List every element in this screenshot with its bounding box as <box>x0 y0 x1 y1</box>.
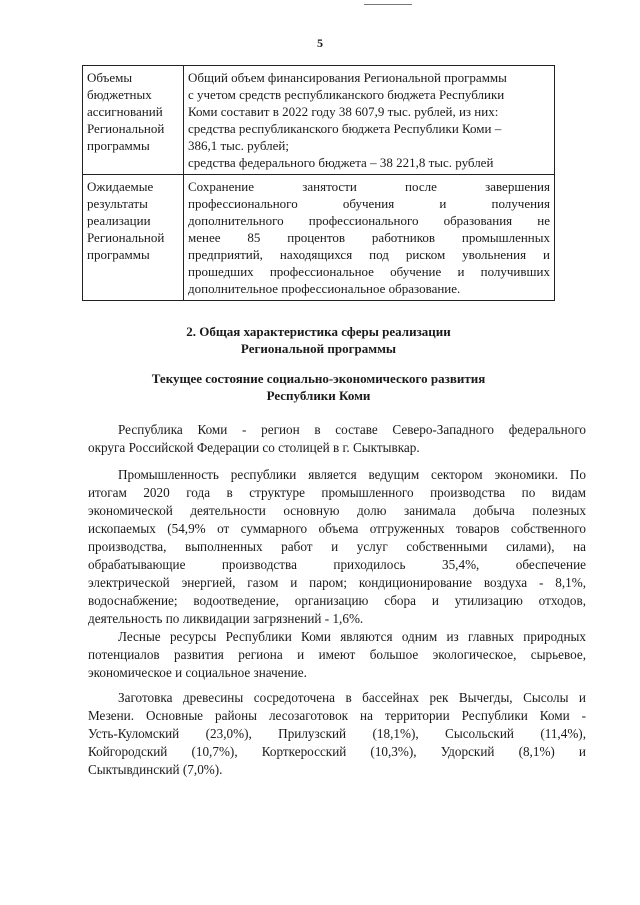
paragraph-line: округа Российской Федерации со столицей в г. Сыктывкар. <box>88 440 420 455</box>
paragraph-line: Койгородский (10,7%), Корткеросский (10,3%), Удорский (8,1%) и <box>88 744 586 759</box>
table-cell-label <box>83 66 184 175</box>
value-line: профессионального обучения и получения <box>188 196 550 211</box>
paragraph-forest <box>88 628 586 682</box>
paragraph-line: Республика Коми - регион в составе Северо-Западного федерального <box>118 422 586 437</box>
section-title-line: 2. Общая характеристика сферы реализации <box>186 324 451 339</box>
value-line: Общий объем финансирования Региональной программы <box>188 70 507 85</box>
value-line: менее 85 процентов работников промышленных <box>188 230 550 245</box>
paragraph-line: деятельность по ликвидации загрязнений - 1,6%. <box>88 611 364 626</box>
paragraph-line: Сыктывдинский (7,0%). <box>88 762 223 777</box>
paragraph-industry <box>88 466 586 628</box>
table-row-results <box>83 175 555 301</box>
value-line: дополнительного профессионального образования не <box>188 213 550 228</box>
label-line: бюджетных <box>87 87 152 102</box>
paragraph-line: ископаемых (54,9% от суммарного объема отгруженных товаров собственного <box>88 521 586 536</box>
label-line: Ожидаемые <box>87 179 154 194</box>
value-line: Коми составит в 2022 году 38 607,9 тыс. рублей, из них: <box>188 104 499 119</box>
paragraph-line: Усть-Куломский (23,0%), Прилузский (18,1%), Сысольский (11,4%), <box>88 726 586 741</box>
page-number: 5 <box>317 36 323 50</box>
table-cell-label <box>83 175 184 301</box>
value-line: дополнительное профессиональное образование. <box>188 281 461 296</box>
passport-table <box>82 65 555 301</box>
value-line: средства федерального бюджета – 38 221,8 тыс. рублей <box>188 155 494 170</box>
paragraph-line: экономической деятельности основную долю занимала добыча полезных <box>88 503 586 518</box>
paragraph-region <box>88 421 586 457</box>
paragraph-line: Заготовка древесины сосредоточена в бассейнах рек Вычегды, Сысолы и <box>118 690 586 705</box>
label-line: реализации <box>87 213 151 228</box>
label-line: ассигнований <box>87 104 163 119</box>
subsection-title-line: Республики Коми <box>266 388 371 403</box>
paragraph-line: обрабатывающие производства приходилось 35,4%, обеспечение <box>88 557 586 572</box>
section-title <box>82 323 555 357</box>
value-line: средства республиканского бюджета Республики Коми – <box>188 121 502 136</box>
paragraph-line: итогам 2020 года в структуре промышленного производства по видам <box>88 485 586 500</box>
paragraph-line: Промышленность республики является ведущим сектором экономики. По <box>118 467 586 482</box>
value-line: с учетом средств республиканского бюджета Республики <box>188 87 505 102</box>
paragraph-line: потенциалов развития региона и имеют большое экологическое, сырьевое, <box>88 647 586 662</box>
label-line: Региональной <box>87 230 165 245</box>
label-line: Объемы <box>87 70 133 85</box>
label-line: результаты <box>87 196 148 211</box>
table-row-budget <box>83 66 555 175</box>
scan-mark <box>364 4 412 5</box>
paragraph-line: производства, выполненных работ и услуг собственными силами), на <box>88 539 586 554</box>
value-line: 386,1 тыс. рублей; <box>188 138 289 153</box>
section-title-line: Региональной программы <box>240 341 397 356</box>
paragraph-line: Лесные ресурсы Республики Коми являются одним из главных природных <box>118 629 586 644</box>
subsection-title-line: Текущее состояние социально-экономического развития <box>151 371 486 386</box>
paragraph-line: экономическое и социальное значение. <box>88 665 307 680</box>
label-line: Региональной <box>87 121 165 136</box>
table-cell-value <box>184 66 555 175</box>
paragraph-line: Мезени. Основные районы лесозаготовок на территории Республики Коми - <box>88 708 586 723</box>
table-cell-value <box>184 175 555 301</box>
subsection-title <box>82 370 555 404</box>
value-line: предприятий, находящихся под риском увольнения и <box>188 247 550 262</box>
value-line: Сохранение занятости после завершения <box>188 179 550 194</box>
label-line: программы <box>87 247 150 262</box>
paragraph-line: электрической энергией, газом и паром; кондиционирование воздуха - 8,1%, <box>88 575 586 590</box>
paragraph-logging <box>88 689 586 779</box>
value-line: прошедших профессиональное обучение и получивших <box>188 264 550 279</box>
paragraph-line: водоснабжение; водоотведение, организацию сбора и утилизацию отходов, <box>88 593 586 608</box>
label-line: программы <box>87 138 150 153</box>
